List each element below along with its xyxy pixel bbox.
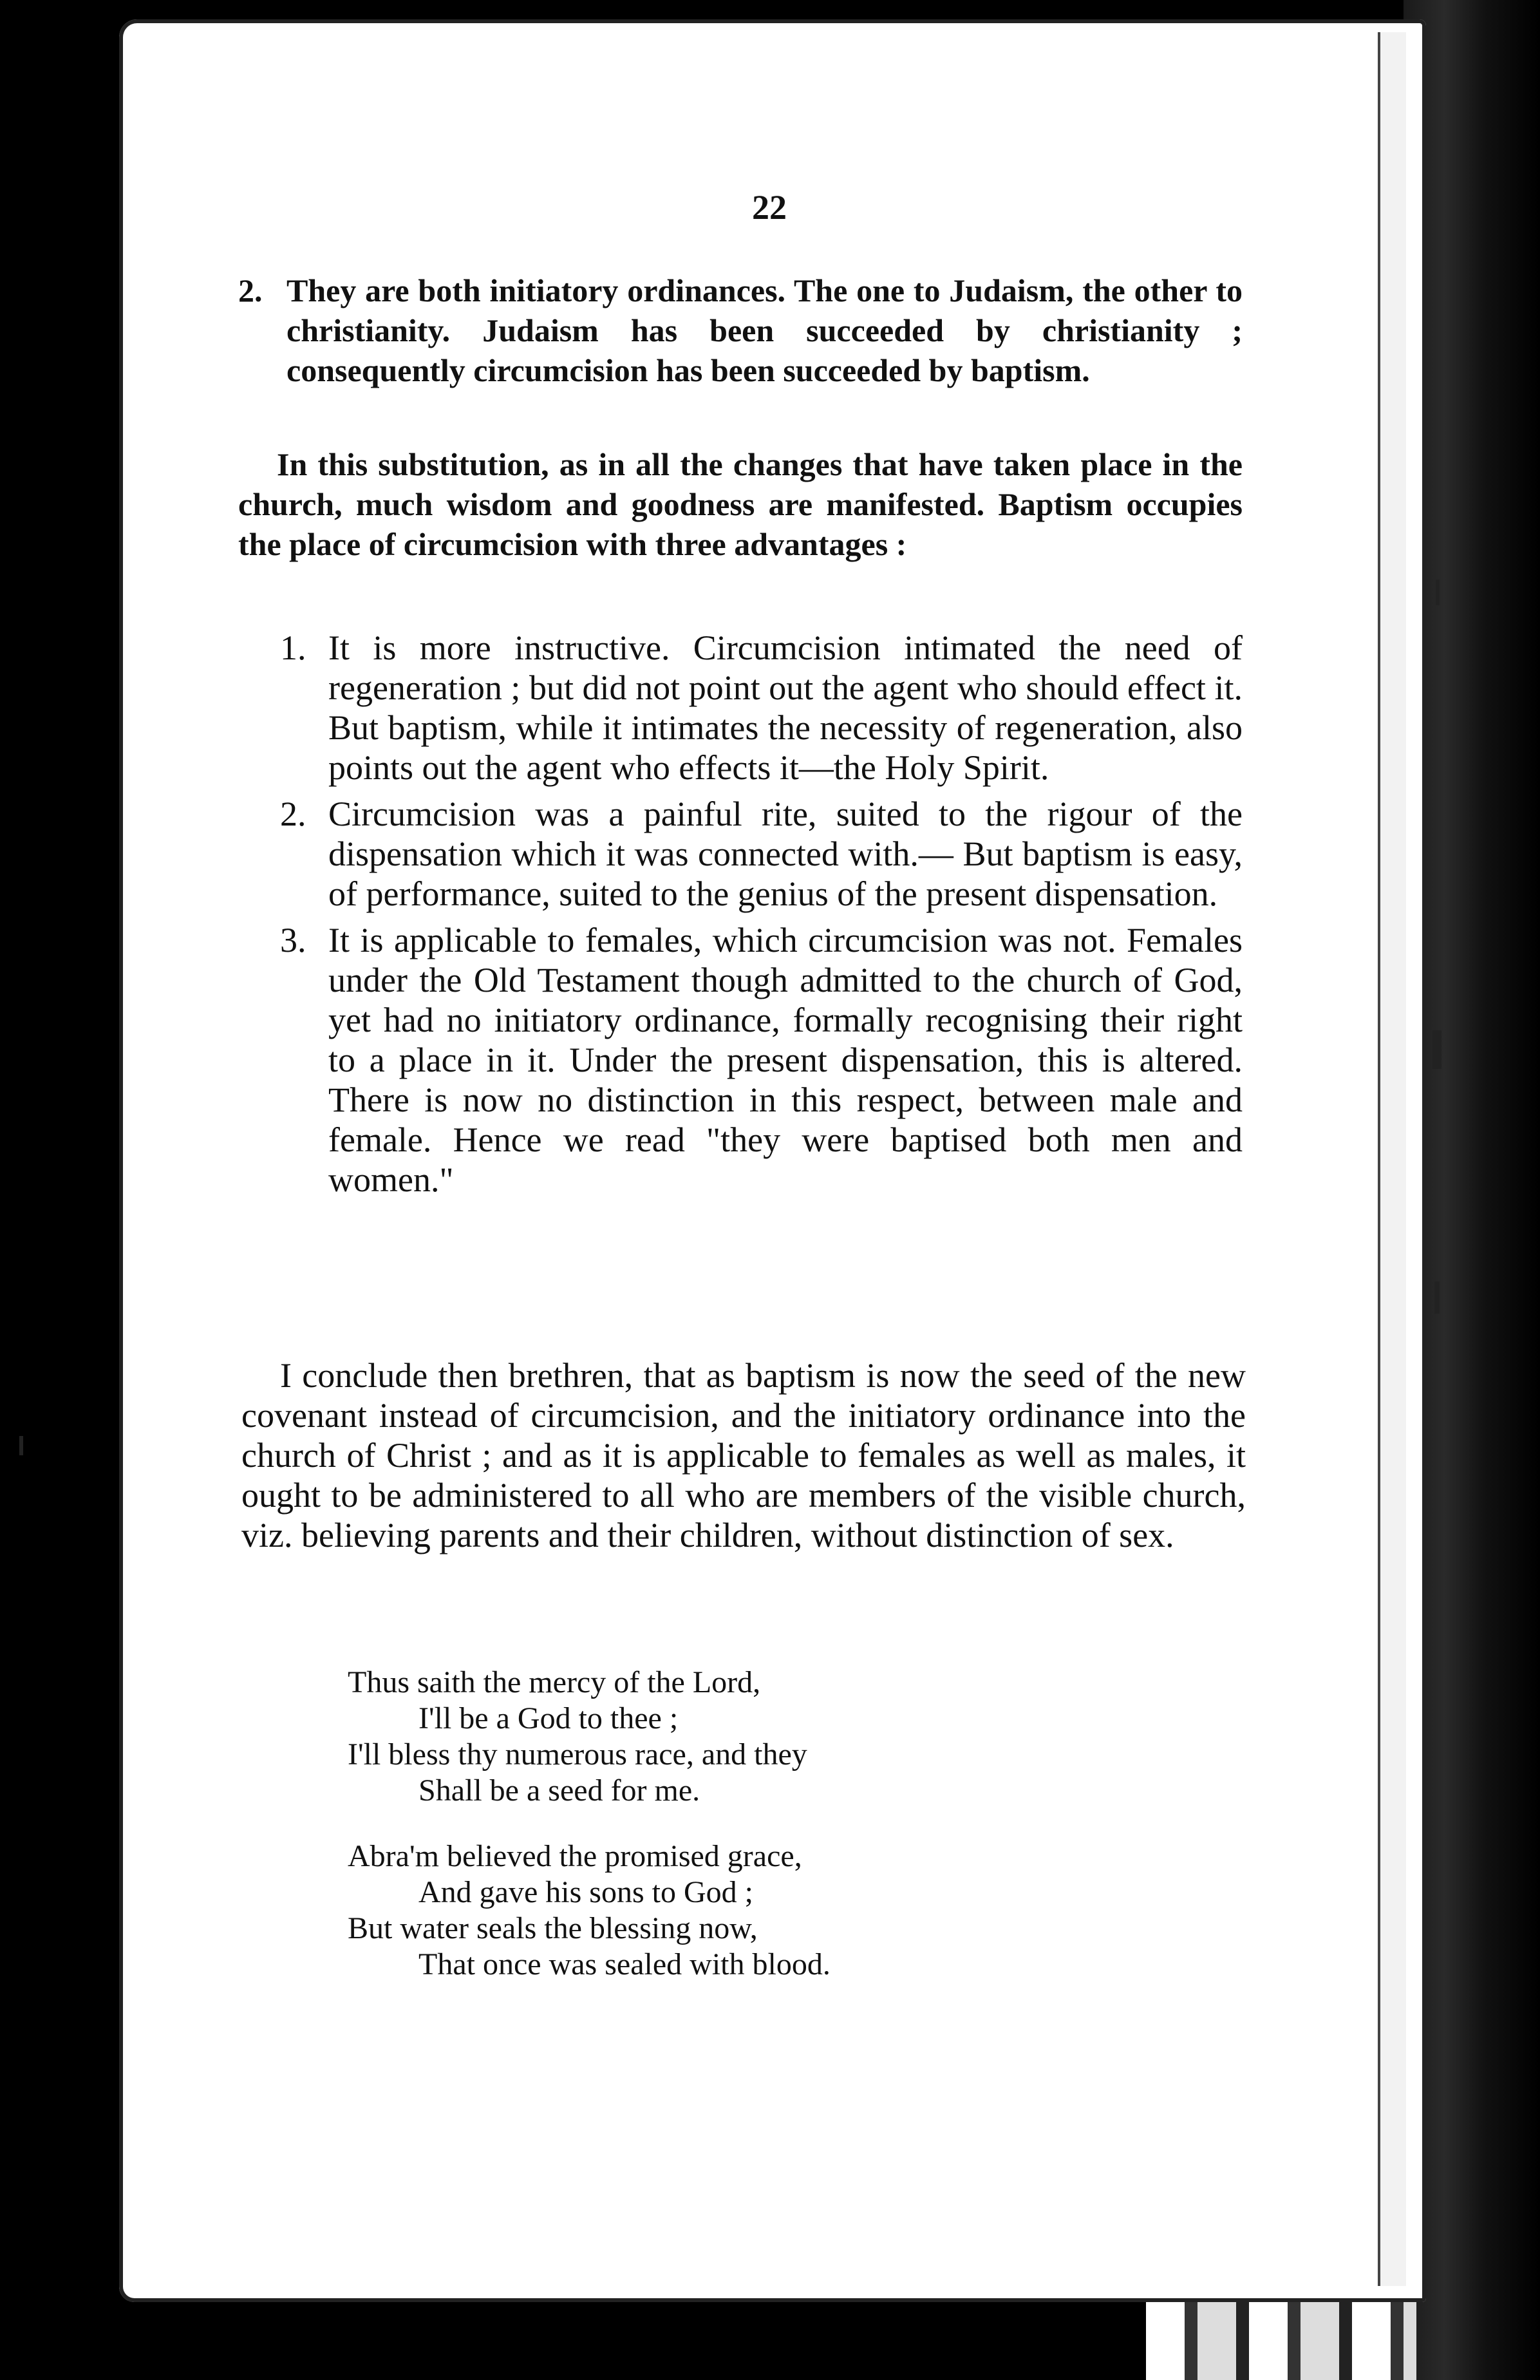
list-item (280, 628, 1243, 788)
item-number: 3. (280, 921, 306, 959)
advantages-list (280, 628, 1243, 1200)
verse-line: And gave his sons to God ; (418, 1875, 753, 1909)
margin-mark (1436, 580, 1440, 605)
page-number: 22 (752, 188, 787, 227)
list-item (280, 794, 1243, 914)
margin-mark (1432, 1030, 1441, 1069)
conclusion-paragraph (241, 1355, 1246, 1555)
item-number: 1. (280, 628, 306, 667)
verse-line: Thus saith the mercy of the Lord, (348, 1665, 761, 1699)
item-text: It is more instructive. Circumcision intimated the need of regeneration ; but did not point out the agent who should effect it. But baptism, while it intimates the necessity of regeneration, also points out the agent who effects it—the Holy Spirit. (328, 628, 1243, 787)
hymn-stanza-1 (348, 1665, 1056, 1809)
first-item (238, 270, 1243, 390)
hymn-stanza-2 (348, 1838, 1056, 1983)
conclusion-text: I conclude then brethren, that as baptism is now the seed of the new covenant instead of circumcision, and the initiatory ordinance into the church of Christ ; and as it is applicable to females as well as males, it ought to be administered to all who are members of the visible church, viz. believing parents and their children, without distinction of sex. (241, 1356, 1246, 1554)
margin-mark (19, 1436, 23, 1455)
item-text: They are both initiatory ordinances. The one to Judaism, the other to christianity. Judaism has been succeeded by christianity ; consequently circumcision has been succeeded by baptism. (286, 272, 1243, 388)
verse-line: I'll be a God to thee ; (418, 1701, 679, 1735)
page-edge (1378, 32, 1406, 2286)
verse-line: That once was sealed with blood. (418, 1947, 831, 1981)
intro-text: In this substitution, as in all the changes that have taken place in the church, much wisdom and goodness are manifested. Baptism occupies the place of circumcision with three advantages : (238, 446, 1243, 562)
item-text: It is applicable to females, which circumcision was not. Females under the Old Testament though admitted to the church of God, yet had no initiatory ordinance, formally recognising their right to a place in it. Under the present dispensation, this is altered. There is now no distinction in this respect, between male and female. Hence we read "they were baptised both men and women." (328, 921, 1243, 1199)
item-text: Circumcision was a painful rite, suited to the rigour of the dispensation which it was connected with.— But baptism is easy, of performance, suited to the genius of the present dispensation. (328, 795, 1243, 913)
verse-line: I'll bless thy numerous race, and they (348, 1737, 807, 1771)
verse-line: But water seals the blessing now, (348, 1911, 758, 1945)
intro-paragraph (238, 444, 1243, 564)
verse-line: Shall be a seed for me. (418, 1773, 700, 1808)
item-number: 2. (238, 272, 263, 308)
verse-line: Abra'm believed the promised grace, (348, 1839, 802, 1873)
item-number: 2. (280, 795, 306, 833)
margin-mark (1434, 1281, 1440, 1314)
list-item (280, 920, 1243, 1200)
